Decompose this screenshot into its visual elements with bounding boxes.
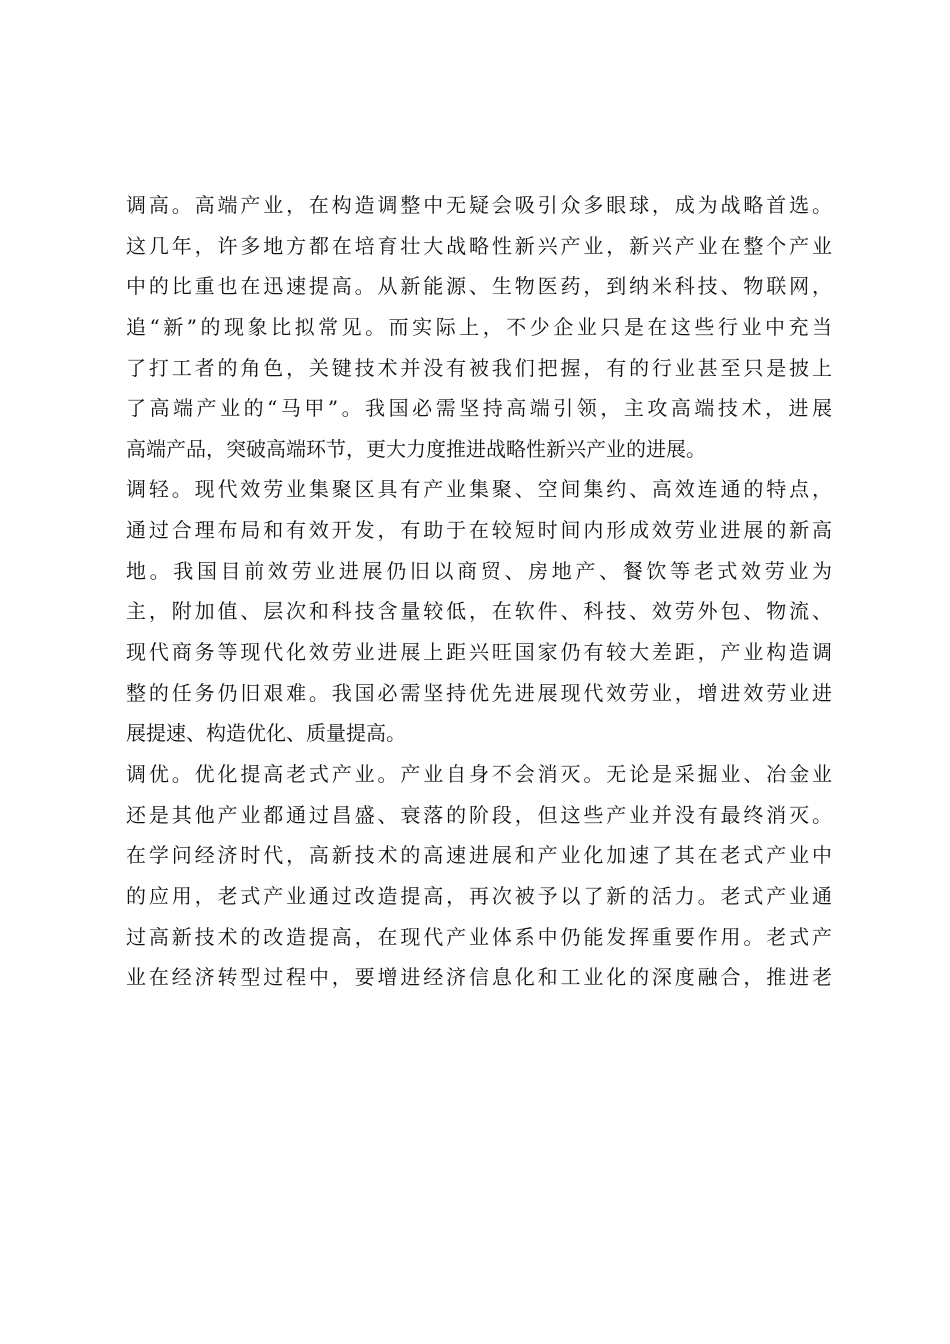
text-line: 中的比重也在迅速提高。从新能源、生物医药，到纳米科技、物联网， [126,274,832,299]
text-line: 调优。优化提高老式产业。产业自身不会消灭。无论是采掘业、冶金业 [126,761,832,786]
text-line: 这几年，许多地方都在培育壮大战略性新兴产业，新兴产业在整个产业 [126,233,832,258]
document-body [126,185,832,998]
text-line: 还是其他产业都通过昌盛、衰落的阶段，但这些产业并没有最终消灭。 [126,802,832,827]
paragraph-optimize [126,754,832,998]
text-line: 通过合理布局和有效开发，有助于在较短时间内形成效劳业进展的新高 [126,518,832,543]
text-line: 了高端产业的“马甲”。我国必需坚持高端引领，主攻高端技术，进展 [126,396,832,421]
text-line: 展提速、构造优化、质量提高。 [126,721,406,746]
text-line: 业在经济转型过程中，要增进经济信息化和工业化的深度融合，推进老 [126,965,832,990]
text-line: 调轻。现代效劳业集聚区具有产业集聚、空间集约、高效连通的特点， [126,477,832,502]
text-line: 地。我国目前效劳业进展仍旧以商贸、房地产、餐饮等老式效劳业为 [126,558,832,583]
text-line: 了打工者的角色，关键技术并没有被我们把握，有的行业甚至只是披上 [126,355,832,380]
text-line: 整的任务仍旧艰难。我国必需坚持优先进展现代效劳业，增进效劳业进 [126,680,832,705]
text-line: 调高。高端产业，在构造调整中无疑会吸引众多眼球，成为战略首选。 [126,193,832,217]
text-line: 过高新技术的改造提高，在现代产业体系中仍能发挥重要作用。老式产 [126,924,832,949]
text-line: 在学问经济时代，高新技术的高速进展和产业化加速了其在老式产业中 [126,843,832,868]
text-line: 高端产品，突破高端环节，更大力度推进战略性新兴产业的进展。 [126,436,706,461]
paragraph-high-end [126,185,832,469]
paragraph-light [126,469,832,753]
text-line: 的应用，老式产业通过改造提高，再次被予以了新的活力。老式产业通 [126,883,832,908]
text-line: 主，附加值、层次和科技含量较低，在软件、科技、效劳外包、物流、 [126,599,832,624]
text-line: 现代商务等现代化效劳业进展上距兴旺国家仍有较大差距，产业构造调 [126,640,832,665]
text-line: 追“新”的现象比拟常见。而实际上，不少企业只是在这些行业中充当 [126,314,832,339]
